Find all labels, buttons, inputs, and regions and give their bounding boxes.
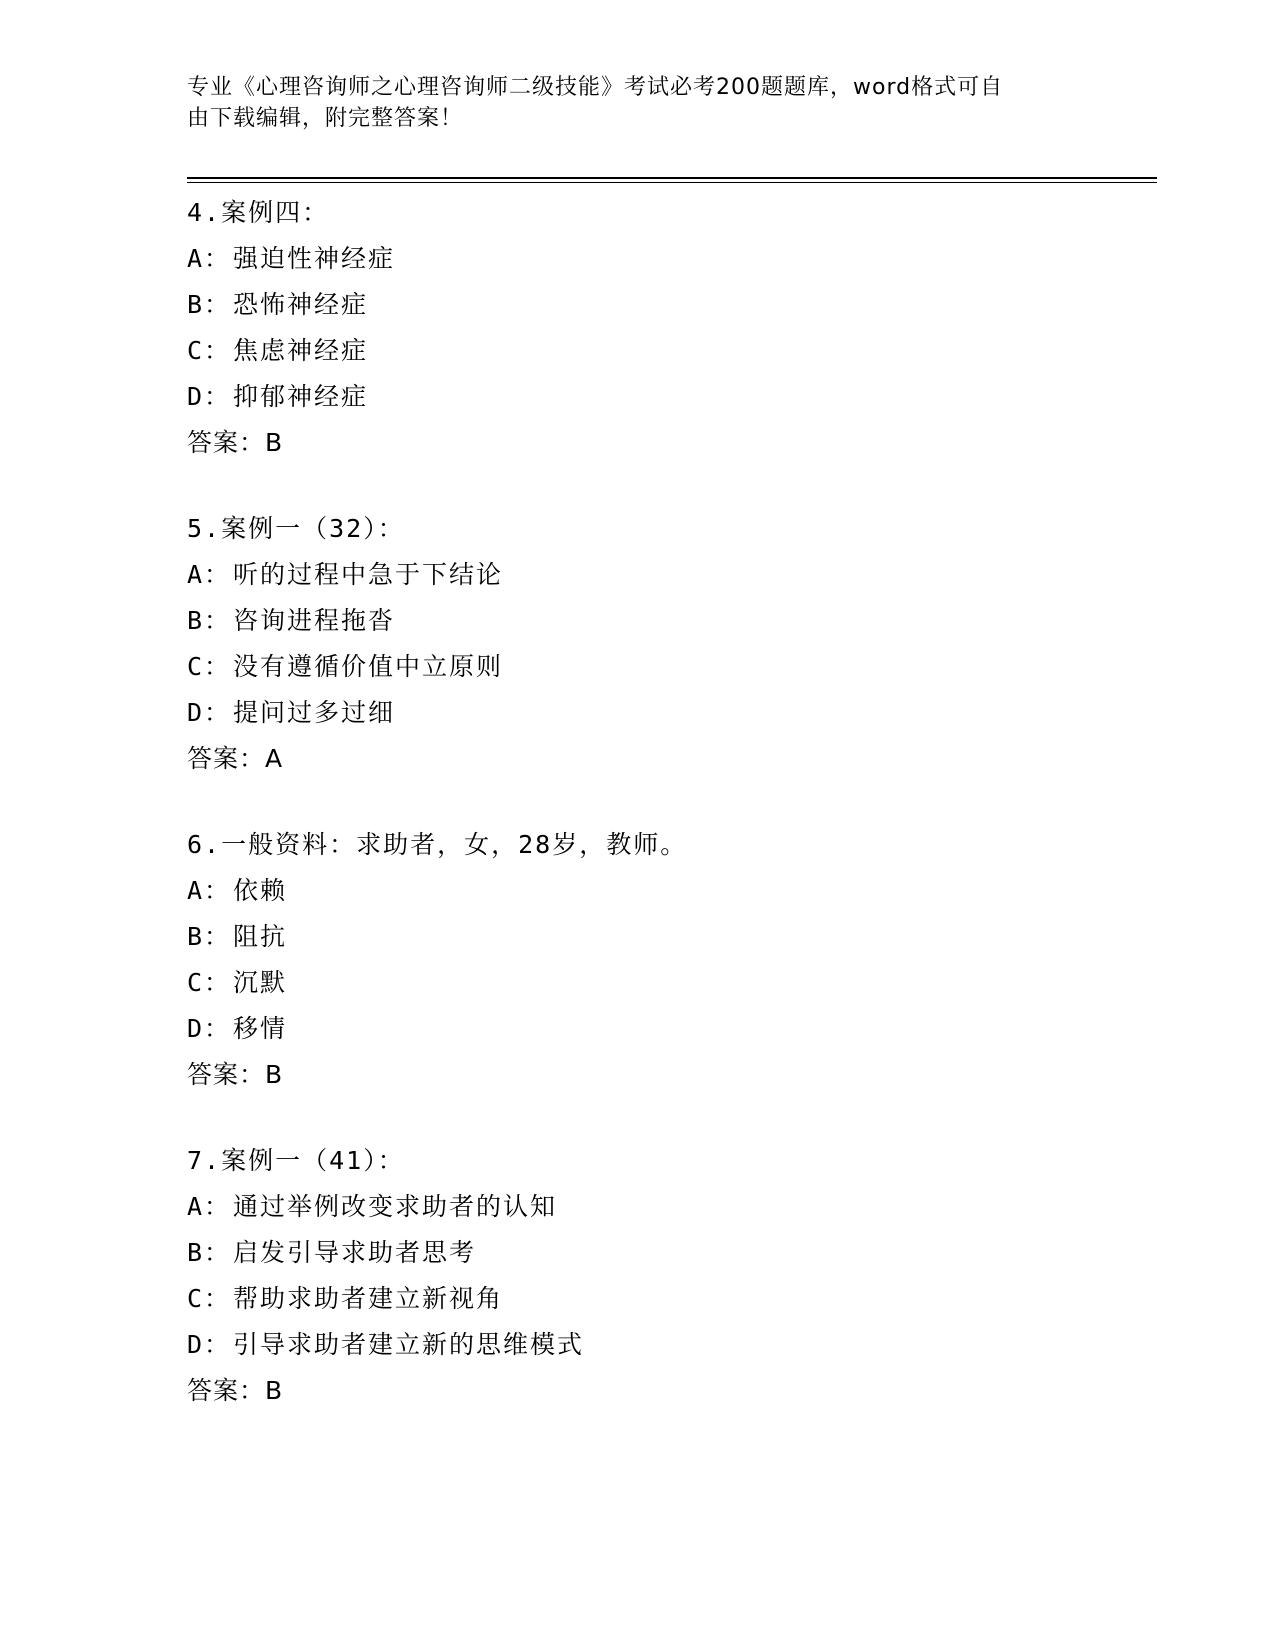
- option-text: 依赖: [233, 876, 288, 905]
- option-letter: D：: [187, 1014, 232, 1043]
- answer-line: 答案：B: [187, 1060, 284, 1089]
- option-letter: C：: [187, 1284, 232, 1313]
- option-text: 咨询进程拖沓: [233, 606, 396, 635]
- option-a: [187, 236, 1157, 282]
- option-text: 帮助求助者建立新视角: [233, 1284, 504, 1313]
- option-letter: A：: [187, 876, 232, 905]
- question-stem: 7.案例一（41）：: [187, 1146, 405, 1175]
- question-item: [187, 190, 1157, 466]
- option-a: [187, 1184, 1157, 1230]
- option-text: 移情: [233, 1014, 288, 1043]
- answer-line: 答案：B: [187, 428, 284, 457]
- header-divider-thick: [187, 177, 1157, 179]
- option-text: 焦虑神经症: [233, 336, 369, 365]
- option-letter: C：: [187, 968, 232, 997]
- question-item: [187, 822, 1157, 1098]
- option-b: [187, 1230, 1157, 1276]
- option-b: [187, 914, 1157, 960]
- header-divider-thin: [187, 182, 1157, 183]
- question-item: [187, 506, 1157, 782]
- option-letter: A：: [187, 244, 232, 273]
- header-line-1: 专业《心理咨询师之心理咨询师二级技能》考试必考200题题库，word格式可自: [187, 75, 1004, 100]
- question-item: [187, 1138, 1157, 1414]
- answer-line: 答案：A: [187, 744, 284, 773]
- option-c: [187, 960, 1157, 1006]
- question-stem: 6.一般资料：求助者，女，28岁，教师。: [187, 830, 688, 859]
- option-letter: B：: [187, 922, 232, 951]
- option-text: 强迫性神经症: [233, 244, 396, 273]
- document-header: [187, 72, 1067, 134]
- option-d: [187, 690, 1157, 736]
- option-text: 引导求助者建立新的思维模式: [233, 1330, 585, 1359]
- option-b: [187, 598, 1157, 644]
- header-line-2: 由下载编辑，附完整答案！: [187, 106, 464, 131]
- option-letter: B：: [187, 606, 232, 635]
- option-a: [187, 552, 1157, 598]
- option-letter: B：: [187, 290, 232, 319]
- question-stem: 5.案例一（32）：: [187, 514, 405, 543]
- option-d: [187, 1322, 1157, 1368]
- option-text: 通过举例改变求助者的认知: [233, 1192, 558, 1221]
- option-c: [187, 1276, 1157, 1322]
- option-letter: C：: [187, 652, 232, 681]
- option-text: 抑郁神经症: [233, 382, 369, 411]
- option-text: 恐怖神经症: [233, 290, 369, 319]
- option-letter: A：: [187, 1192, 232, 1221]
- question-stem: 4.案例四：: [187, 198, 330, 227]
- option-letter: C：: [187, 336, 232, 365]
- option-c: [187, 644, 1157, 690]
- option-d: [187, 1006, 1157, 1052]
- option-text: 提问过多过细: [233, 698, 396, 727]
- option-letter: B：: [187, 1238, 232, 1267]
- option-d: [187, 374, 1157, 420]
- option-letter: D：: [187, 1330, 232, 1359]
- option-text: 启发引导求助者思考: [233, 1238, 477, 1267]
- option-letter: D：: [187, 382, 232, 411]
- option-letter: D：: [187, 698, 232, 727]
- option-text: 听的过程中急于下结论: [233, 560, 504, 589]
- option-text: 沉默: [233, 968, 288, 997]
- option-text: 没有遵循价值中立原则: [233, 652, 504, 681]
- option-a: [187, 868, 1157, 914]
- option-c: [187, 328, 1157, 374]
- question-list: [187, 190, 1157, 1414]
- answer-line: 答案：B: [187, 1376, 284, 1405]
- option-b: [187, 282, 1157, 328]
- option-text: 阻抗: [233, 922, 288, 951]
- option-letter: A：: [187, 560, 232, 589]
